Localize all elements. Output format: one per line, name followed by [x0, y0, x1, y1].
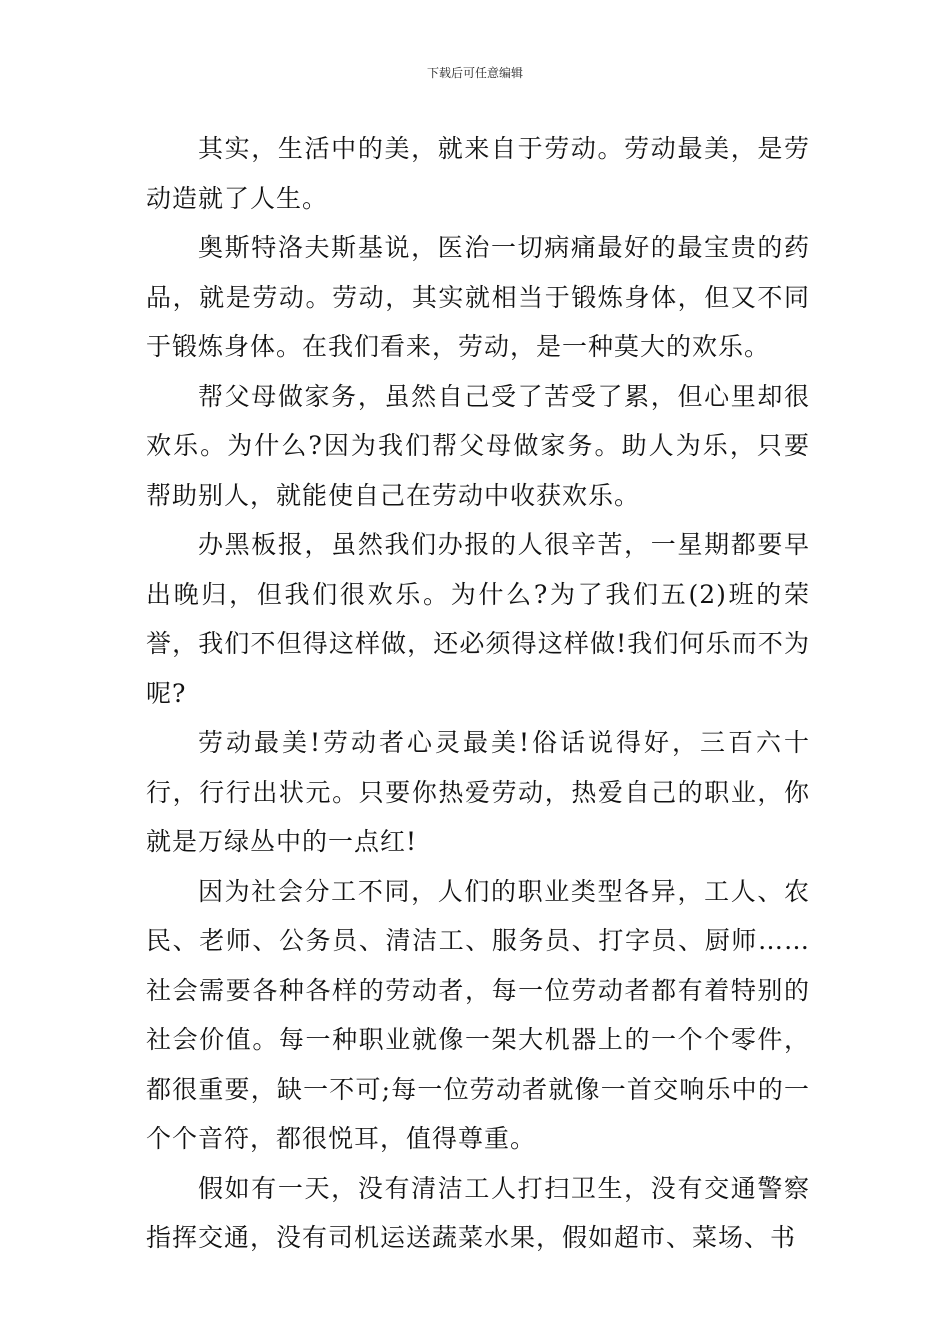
page-header: 下载后可任意编辑: [426, 66, 523, 80]
paragraph: 劳动最美!劳动者心灵最美!俗话说得好，三百六十行，行行出状元。只要你热爱劳动，热爱自己的职业，你就是万绿丛中的一点红!: [146, 728, 810, 856]
paragraph: 假如有一天，没有清洁工人打扫卫生，没有交通警察指挥交通，没有司机运送蔬菜水果，假如超市、菜场、书: [146, 1173, 810, 1252]
paragraph: 帮父母做家务，虽然自己受了苦受了累，但心里却很欢乐。为什么?因为我们帮父母做家务。助人为乐，只要帮助别人，就能使自己在劳动中收获欢乐。: [146, 381, 810, 510]
paragraph: 办黑板报，虽然我们办报的人很辛苦，一星期都要早出晚归，但我们很欢乐。为什么?为了我们五(2)班的荣誉，我们不但得这样做，还必须得这样做!我们何乐而不为呢?: [146, 530, 810, 708]
paragraph: 其实，生活中的美，就来自于劳动。劳动最美，是劳动造就了人生。: [146, 134, 810, 213]
paragraph: 因为社会分工不同，人们的职业类型各异，工人、农民、老师、公务员、清洁工、服务员、打字员、厨师……社会需要各种各样的劳动者，每一位劳动者都有着特别的社会价值。每一种职业就像一架大机器上的一个个零件，都很重要，缺一不可;每一位劳动者就像一首交响乐中的一个个音符，都很悦耳，值得尊重。: [146, 876, 810, 1153]
paragraph: 奥斯特洛夫斯基说，医治一切病痛最好的最宝贵的药品，就是劳动。劳动，其实就相当于锻炼身体，但又不同于锻炼身体。在我们看来，劳动，是一种莫大的欢乐。: [146, 233, 810, 361]
document-body: [146, 124, 810, 1263]
